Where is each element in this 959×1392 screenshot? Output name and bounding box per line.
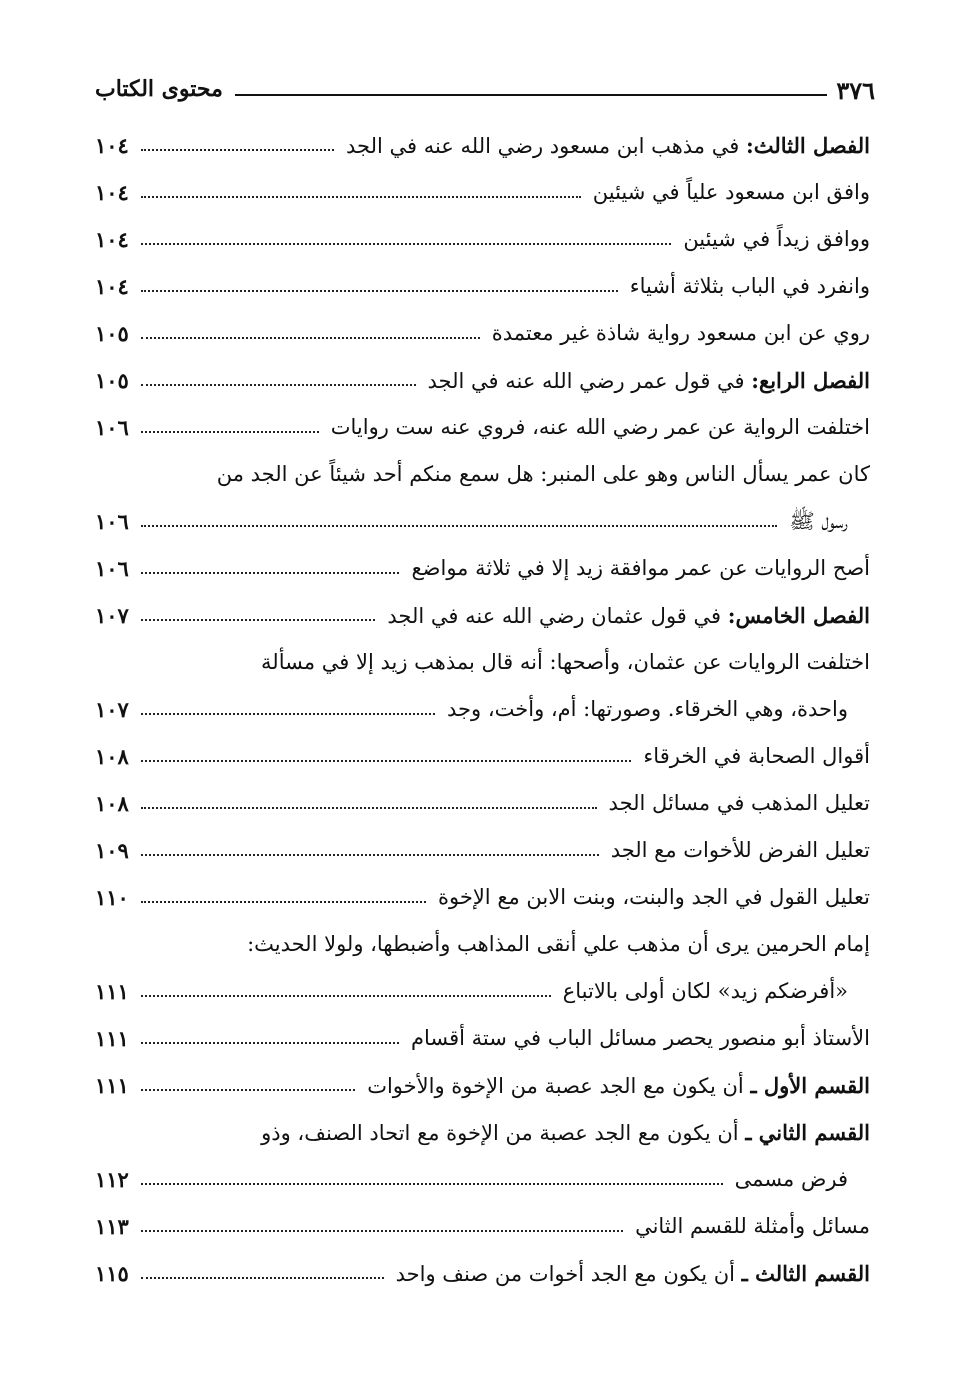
entry-text: أن يكون مع الجد عصبة من الإخوة مع اتحاد الصنف، وذو <box>261 1121 739 1145</box>
leader-dots <box>141 431 319 433</box>
entry-text: أقوال الصحابة في الخرقاء <box>643 744 870 768</box>
entry-text: أن يكون مع الجد أخوات من صنف واحد <box>395 1261 735 1286</box>
leader-dots <box>141 760 632 762</box>
entry-page-number: ١٠٦ <box>95 556 129 581</box>
entry-text: تعليل القول في الجد والبنت، وبنت الابن مع الإخوة <box>438 885 870 909</box>
entry-page-number: ١٠٤ <box>95 133 129 158</box>
entry-text: رسول ﷺ <box>789 509 848 533</box>
entry-page-number: ١٠٤ <box>95 227 129 252</box>
entry-heading: الفصل الخامس: <box>727 602 870 628</box>
leader-dots <box>141 525 778 527</box>
header-rule <box>235 94 827 96</box>
entry-heading: القسم الثالث ـ <box>741 1260 870 1286</box>
entry-heading: الفصل الثالث: <box>745 132 870 158</box>
entry-heading: القسم الثاني ـ <box>745 1120 870 1145</box>
entry-label <box>346 122 870 170</box>
entry-page-number: ١٠٧ <box>95 697 129 722</box>
toc-entry <box>95 404 870 451</box>
entry-text: في قول عثمان رضي الله عنه في الجد <box>387 603 722 628</box>
toc-entry <box>95 545 870 592</box>
toc-entry <box>95 733 870 780</box>
leader-dots <box>141 619 376 621</box>
leader-dots <box>141 854 599 856</box>
entry-page-number: ١١٥ <box>95 1261 129 1286</box>
toc-entry <box>95 780 870 827</box>
leader-dots <box>141 290 618 292</box>
leader-dots <box>141 196 581 198</box>
entry-page-number: ١٠٥ <box>95 368 129 393</box>
toc-entry <box>95 1203 870 1250</box>
entry-page-number: ١٠٨ <box>95 791 129 816</box>
toc-entry <box>95 1250 870 1297</box>
entry-label <box>396 1250 870 1298</box>
entry-text: وانفرد في الباب بثلاثة أشياء <box>629 274 870 298</box>
entry-text: اختلفت الرواية عن عمر رضي الله عنه، فروي عنه ست روايات <box>330 415 870 439</box>
leader-dots <box>141 572 400 574</box>
entry-text-line: إمام الحرمين يرى أن مذهب علي أنقى المذاهب وأضبطها، ولولا الحديث: <box>247 932 870 956</box>
entry-page-number: ١٠٧ <box>95 603 129 628</box>
entry-text: «أفرضكم زيد» لكان أولى بالاتباع <box>562 979 848 1003</box>
entry-page-number: ١٠٩ <box>95 838 129 863</box>
toc-entry <box>95 357 870 404</box>
toc-entry <box>95 686 870 733</box>
entry-text: أصح الروايات عن عمر موافقة زيد إلا في ثلاثة مواضع <box>411 556 870 580</box>
entry-page-number: ١٠٦ <box>95 509 129 534</box>
leader-dots <box>141 1042 399 1044</box>
leader-dots <box>141 1183 723 1185</box>
toc-entry <box>95 122 870 169</box>
entry-page-number: ١١١ <box>95 979 129 1004</box>
entry-label <box>367 1062 870 1110</box>
entry-text: الأستاذ أبو منصور يحصر مسائل الباب في ستة أقسام <box>410 1026 870 1050</box>
entry-page-number: ١١١ <box>95 1026 129 1051</box>
entry-label <box>428 357 870 405</box>
toc-entry <box>95 874 870 921</box>
entry-page-number: ١٠٨ <box>95 744 129 769</box>
leader-dots <box>141 901 426 903</box>
table-of-contents <box>95 122 870 1297</box>
leader-dots <box>141 1230 623 1232</box>
entry-page-number: ١٠٥ <box>95 321 129 346</box>
entry-text: مسائل وأمثلة للقسم الثاني <box>635 1214 870 1238</box>
toc-entry <box>95 310 870 357</box>
entry-text: في قول عمر رضي الله عنه في الجد <box>427 368 745 393</box>
leader-dots <box>141 243 671 245</box>
entry-page-number: ١٠٤ <box>95 274 129 299</box>
leader-dots <box>141 1089 355 1091</box>
leader-dots <box>141 995 551 997</box>
entry-page-number: ١١١ <box>95 1073 129 1098</box>
toc-entry <box>95 1015 870 1062</box>
entry-text-line <box>95 1109 870 1156</box>
entry-heading: الفصل الرابع: <box>751 367 870 393</box>
page-number: ٣٧٦ <box>836 76 875 105</box>
entry-text: روي عن ابن مسعود رواية شاذة غير معتمدة <box>491 321 870 345</box>
entry-text-line: كان عمر يسأل الناس وهو على المنبر: هل سمع منكم أحد شيئاً عن الجد من <box>216 462 870 486</box>
entry-text: واحدة، وهي الخرقاء. وصورتها: أم، وأخت، وجد <box>447 697 848 721</box>
entry-page-number: ١١٢ <box>95 1167 129 1192</box>
entry-text: في مذهب ابن مسعود رضي الله عنه في الجد <box>345 133 740 158</box>
entry-text: وافق ابن مسعود علياً في شيئين <box>592 180 870 204</box>
entry-text-line: اختلفت الروايات عن عثمان، وأصحها: أنه قال بمذهب زيد إلا في مسألة <box>261 650 870 674</box>
entry-page-number: ١٠٤ <box>95 180 129 205</box>
entry-text: ووافق زيداً في شيئين <box>683 227 870 251</box>
toc-entry <box>95 1156 870 1203</box>
entry-text: فرض مسمى <box>734 1167 848 1191</box>
entry-page-number: ١١٣ <box>95 1214 129 1239</box>
leader-dots <box>141 337 480 339</box>
leader-dots <box>141 1277 384 1279</box>
toc-entry <box>95 968 870 1015</box>
entry-page-number: ١١٠ <box>95 885 129 910</box>
entry-label <box>387 592 870 640</box>
entry-text: تعليل الفرض للأخوات مع الجد <box>610 838 870 862</box>
toc-entry <box>95 169 870 216</box>
page-header <box>95 76 875 112</box>
entry-heading: القسم الأول ـ <box>750 1072 870 1098</box>
toc-entry <box>95 592 870 639</box>
toc-entry <box>95 827 870 874</box>
leader-dots <box>141 807 597 809</box>
toc-entry <box>95 498 870 545</box>
entry-text: أن يكون مع الجد عصبة من الإخوة والأخوات <box>367 1073 744 1098</box>
entry-text: تعليل المذهب في مسائل الجد <box>608 791 870 815</box>
entry-page-number: ١٠٦ <box>95 415 129 440</box>
toc-entry <box>95 216 870 263</box>
leader-dots <box>141 384 416 386</box>
leader-dots <box>141 713 435 715</box>
running-title: محتوى الكتاب <box>95 76 223 102</box>
leader-dots <box>141 149 334 151</box>
toc-entry <box>95 1062 870 1109</box>
toc-entry <box>95 263 870 310</box>
